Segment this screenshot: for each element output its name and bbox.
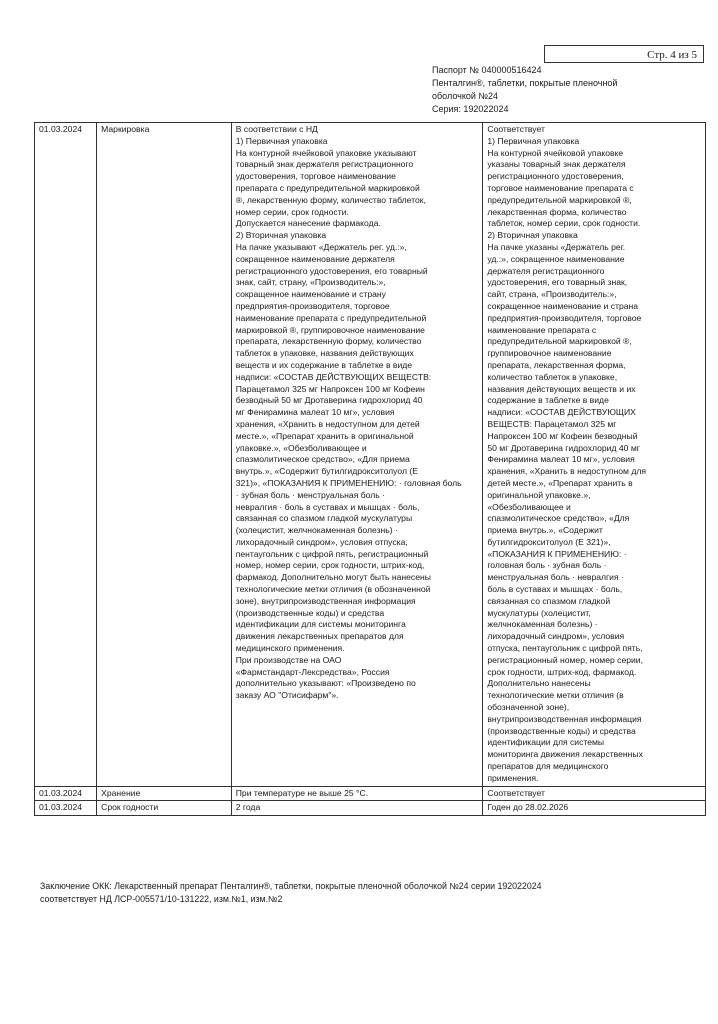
- result-line: количество таблеток в упаковке,: [487, 371, 618, 382]
- result-line: На пачке указаны «Держатель рег.: [487, 241, 626, 252]
- requirement-line: сокращенное наименование и страну: [235, 289, 386, 300]
- test-results-table: [34, 122, 706, 816]
- requirement-line: На контурной ячейковой упаковке указывают: [235, 147, 417, 158]
- result-line: внутрипроизводственная информация: [487, 713, 642, 724]
- requirement-line: препарата с предупредительной маркировкой: [235, 182, 420, 193]
- row-date: 01.03.2024: [35, 801, 97, 816]
- requirement-line: месте.», «Препарат хранить в оригинальной: [235, 430, 414, 441]
- result-line: группировочное наименование: [487, 348, 612, 359]
- requirement-line: (производственные коды) и средства: [235, 607, 385, 618]
- result-line: спазмолитическое средство», «Для: [487, 513, 630, 524]
- result-line: На контурной ячейковой упаковке: [487, 147, 624, 158]
- requirement-line: сокращенное наименование держателя: [235, 253, 395, 264]
- requirement-line: ®, лекарственную форму, количество таблеток,: [235, 194, 426, 205]
- header-line: Паспорт № 040000516424: [432, 65, 542, 75]
- result-line: регистрационный номер, номер серии,: [487, 654, 643, 665]
- page-number-box: [544, 45, 704, 63]
- page-number: Стр. 4 из 5: [647, 49, 697, 61]
- conclusion-line: соответствует НД ЛСР-005571/10-131222, изм.№1, изм.№2: [40, 894, 283, 904]
- result-line: препаратов для медицинского: [487, 761, 609, 772]
- result-line: торговое наименование препарата с: [487, 182, 634, 193]
- result-line: мониторинга движения лекарственных: [487, 749, 643, 760]
- row-date: 01.03.2024: [35, 786, 97, 801]
- result-line: Соответствует: [487, 124, 545, 134]
- result-line: «ПОКАЗАНИЯ К ПРИМЕНЕНИЮ: ·: [487, 548, 627, 559]
- result-line: отпуска, пентаугольник с цифрой пять,: [487, 643, 643, 654]
- row-date: 01.03.2024: [35, 123, 97, 787]
- table-row: [35, 123, 706, 787]
- requirement-line: веществ и их содержание в таблетке в виде: [235, 359, 413, 370]
- result-line: лекарственная форма, количество: [487, 206, 627, 217]
- row-parameter: Срок годности: [97, 801, 232, 816]
- result-line: лихорадочный синдром», условия: [487, 631, 625, 642]
- requirement-line: связанная со спазмом гладкой мускулатуры: [235, 513, 413, 524]
- result-line: бутилгидрокситолуол (Е 321)»,: [487, 536, 611, 547]
- result-line: применения.: [487, 772, 539, 783]
- requirement-line: технологические метки отличия (в обозначенной: [235, 584, 431, 595]
- result-line: детей месте.», «Препарат хранить в: [487, 477, 633, 488]
- requirement-line: 2 года: [235, 802, 261, 813]
- result-line: желчнокаменная болезнь) ·: [487, 619, 598, 630]
- result-line: (производственные коды) и средства: [487, 725, 636, 736]
- requirement-line: внутрь.», «Содержит бутилгидрокситолуол (Е: [235, 466, 418, 477]
- table-body: [35, 123, 706, 816]
- requirement-line: Допускается нанесение фармакода.: [235, 218, 381, 229]
- requirement-line: фармакод. Дополнительно могут быть нанесены: [235, 572, 431, 583]
- conclusion: [40, 880, 680, 906]
- result-line: предупредительной маркировкой ®,: [487, 194, 632, 205]
- requirement-line: 321)», «ПОКАЗАНИЯ К ПРИМЕНЕНИЮ: · головная боль: [235, 477, 462, 488]
- result-line: технологические метки отличия (в: [487, 690, 624, 701]
- result-line: мускулатуры (холецистит,: [487, 607, 591, 618]
- header-line: оболочкой №24: [432, 91, 499, 101]
- result-line: надписи: «СОСТАВ ДЕЙСТВУЮЩИХ: [487, 407, 636, 418]
- row-result: [483, 801, 706, 816]
- result-line: содержание в таблетке в виде: [487, 395, 609, 406]
- result-line: Соответствует: [487, 787, 545, 798]
- requirement-line: номер, номер серии, срок годности, штрих-код,: [235, 560, 425, 571]
- result-line: удостоверения, его товарный знак,: [487, 277, 628, 288]
- row-parameter: Хранение: [97, 786, 232, 801]
- header-line: Серия: 192022024: [432, 104, 509, 114]
- header-line: Пенталгин®, таблетки, покрытые пленочной: [432, 78, 618, 88]
- requirement-line: При температуре не выше 25 °C.: [235, 787, 369, 798]
- requirement-line: невралгия · боль в суставах и мышцах · боль,: [235, 501, 420, 512]
- requirement-line: номер серии, срок годности.: [235, 206, 349, 217]
- requirement-line: медицинского применения.: [235, 643, 345, 654]
- requirement-line: предприятия-производителя, торговое: [235, 300, 390, 311]
- row-requirement: [231, 801, 483, 816]
- requirement-line: Парацетамол 325 мг Напроксен 100 мг Кофеин: [235, 383, 425, 394]
- result-line: обозначенной зоне),: [487, 702, 570, 713]
- passport-header: [432, 64, 672, 116]
- requirement-line: 2) Вторичная упаковка: [235, 230, 327, 241]
- result-line: сокращенное наименование и страна: [487, 300, 639, 311]
- result-line: срок годности, штрих-код, фармакод.: [487, 666, 637, 677]
- requirement-line: зоне), внутрипроизводственная информация: [235, 595, 416, 606]
- requirement-line: (холецистит, желчнокаменная болезнь) ·: [235, 525, 398, 536]
- table-row: [35, 801, 706, 816]
- row-requirement: [231, 786, 483, 801]
- row-result: [483, 786, 706, 801]
- requirement-line: таблеток в упаковке, названия действующих: [235, 348, 414, 359]
- result-line: боль в суставах и мышцах · боль,: [487, 584, 623, 595]
- requirement-line: маркировкой ®, группировочное наименование: [235, 324, 425, 335]
- result-line: держателя регистрационного: [487, 265, 605, 276]
- result-line: предприятия-производителя, торговое: [487, 312, 642, 323]
- result-line: оригинальной упаковке.»,: [487, 489, 591, 500]
- result-line: Фенирамина малеат 10 мг», условия: [487, 454, 635, 465]
- result-line: названия действующих веществ и их: [487, 383, 636, 394]
- result-line: «Обезболивающее и: [487, 501, 571, 512]
- result-line: препарата, лекарственная форма,: [487, 359, 626, 370]
- requirement-line: 1) Первичная упаковка: [235, 135, 328, 146]
- result-line: 2) Вторичная упаковка: [487, 230, 578, 241]
- requirement-line: движения лекарственных препаратов для: [235, 631, 404, 642]
- requirement-line: заказу АО "Отисифарм"».: [235, 690, 339, 701]
- requirement-line: лихорадочный синдром», условия отпуска,: [235, 536, 408, 547]
- requirement-line: мг Фенирамина малеат 10 мг», условия: [235, 407, 395, 418]
- conclusion-line: Заключение ОКК: Лекарственный препарат Пенталгин®, таблетки, покрытые пленочной оболочкой №24 серии 192022024: [40, 881, 542, 891]
- result-line: связанная со спазмом гладкой: [487, 595, 611, 606]
- result-line: Дополнительно нанесены: [487, 678, 591, 689]
- result-line: указаны товарный знак держателя: [487, 159, 626, 170]
- requirement-line: На пачке указывают «Держатель рег. уд.:»,: [235, 241, 407, 252]
- requirement-line: товарный знак держателя регистрационного: [235, 159, 414, 170]
- requirement-line: знак, сайт, страну, «Производитель:»,: [235, 277, 386, 288]
- requirement-line: При производстве на ОАО: [235, 654, 342, 665]
- result-line: наименование препарата с: [487, 324, 597, 335]
- result-line: предупредительной маркировкой ®,: [487, 336, 632, 347]
- row-parameter: Маркировка: [97, 123, 232, 787]
- result-line: ВЕЩЕСТВ: Парацетамол 325 мг: [487, 418, 617, 429]
- table-row: [35, 786, 706, 801]
- result-line: идентификации для системы: [487, 737, 605, 748]
- requirement-line: дополнительно указывают: «Произведено по: [235, 678, 416, 689]
- requirement-line: препарата, лекарственную форму, количество: [235, 336, 422, 347]
- result-line: менструальная боль · невралгия ·: [487, 572, 624, 583]
- requirement-line: надписи: «СОСТАВ ДЕЙСТВУЮЩИХ ВЕЩЕСТВ:: [235, 371, 432, 382]
- result-line: таблеток, номер серии, срок годности.: [487, 218, 641, 229]
- requirement-line: · зубная боль · менструальная боль ·: [235, 489, 385, 500]
- result-line: головная боль · зубная боль ·: [487, 560, 607, 571]
- requirement-line: безводный 50 мг Дротаверина гидрохлорид 40: [235, 395, 423, 406]
- requirement-line: упаковке.», «Обезболивающее и: [235, 442, 367, 453]
- row-result: [483, 123, 706, 787]
- requirement-line: идентификации для системы мониторинга: [235, 619, 406, 630]
- requirement-line: «Фармстандарт-Лексредства», Россия: [235, 666, 390, 677]
- result-line: уд.:», сокращенное наименование: [487, 253, 625, 264]
- row-requirement: [231, 123, 483, 787]
- result-line: 1) Первичная упаковка: [487, 135, 580, 146]
- requirement-line: пентаугольник с цифрой пять, регистрационный: [235, 548, 429, 559]
- result-line: приема внутрь.», «Содержит: [487, 525, 603, 536]
- requirement-line: наименование препарата с предупредительной: [235, 312, 427, 323]
- requirement-line: удостоверения, торговое наименование: [235, 171, 396, 182]
- requirement-line: хранения, «Хранить в недоступном для детей: [235, 418, 420, 429]
- result-line: Напроксен 100 мг Кофеин безводный: [487, 430, 638, 441]
- result-line: 50 мг Дротаверина гидрохлорид 40 мг: [487, 442, 640, 453]
- requirement-line: регистрационного удостоверения, его товарный: [235, 265, 428, 276]
- requirement-line: спазмолитическое средство», «Для приема: [235, 454, 410, 465]
- result-line: Годен до 28.02.2026: [487, 802, 569, 813]
- result-line: регистрационного удостоверения,: [487, 171, 624, 182]
- result-line: хранения, «Хранить в недоступном для: [487, 466, 646, 477]
- result-line: сайт, страна, «Производитель:»,: [487, 289, 617, 300]
- requirement-line: В соответствии с НД: [235, 124, 318, 134]
